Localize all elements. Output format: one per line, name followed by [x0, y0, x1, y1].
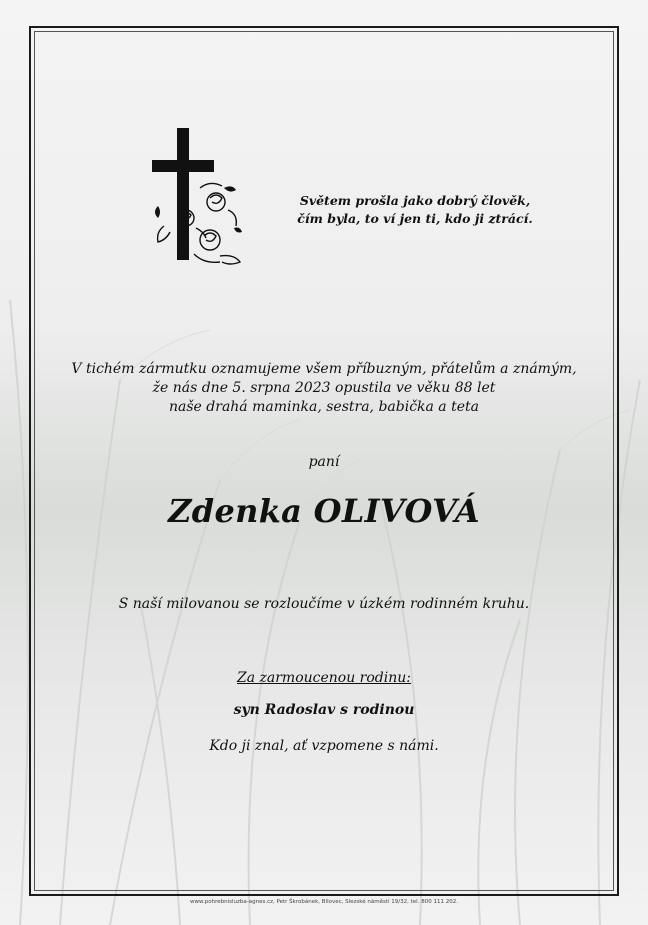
closing-text: Kdo ji znal, ať vzpomene s námi.: [209, 738, 439, 754]
title-word: paní: [308, 454, 340, 470]
cross-with-roses-icon: [150, 128, 242, 274]
family-heading: Za zarmoucenou rodinu:: [236, 670, 411, 686]
farewell-text: S naší milovanou se rozloučíme v úzkém rodinném kruhu.: [118, 596, 530, 612]
announcement-text: [34, 360, 614, 417]
announcement-line-2: že nás dne 5. srpna 2023 opustila ve věku 88 let: [152, 380, 496, 396]
announcement-line-1: V tichém zármutku oznamujeme všem příbuzným, přátelům a známým,: [71, 361, 577, 377]
motto-line-1: Světem prošla jako dobrý člověk,: [299, 193, 531, 208]
deceased-name: Zdenka OLIVOVÁ: [168, 492, 480, 530]
family-signatory: syn Radoslav s rodinou: [233, 702, 415, 718]
announcement-line-3: naše drahá maminka, sestra, babička a teta: [169, 399, 479, 415]
motto-line-2: čím byla, to ví jen ti, kdo ji ztrácí.: [297, 211, 533, 226]
footer-contact: www.pohrebnisluzba-agnes.cz, Petr Škrobánek, Bílovec, Slezské náměstí 19/32, tel. 800 111 202.: [190, 899, 458, 905]
motto-verse: [250, 192, 580, 228]
